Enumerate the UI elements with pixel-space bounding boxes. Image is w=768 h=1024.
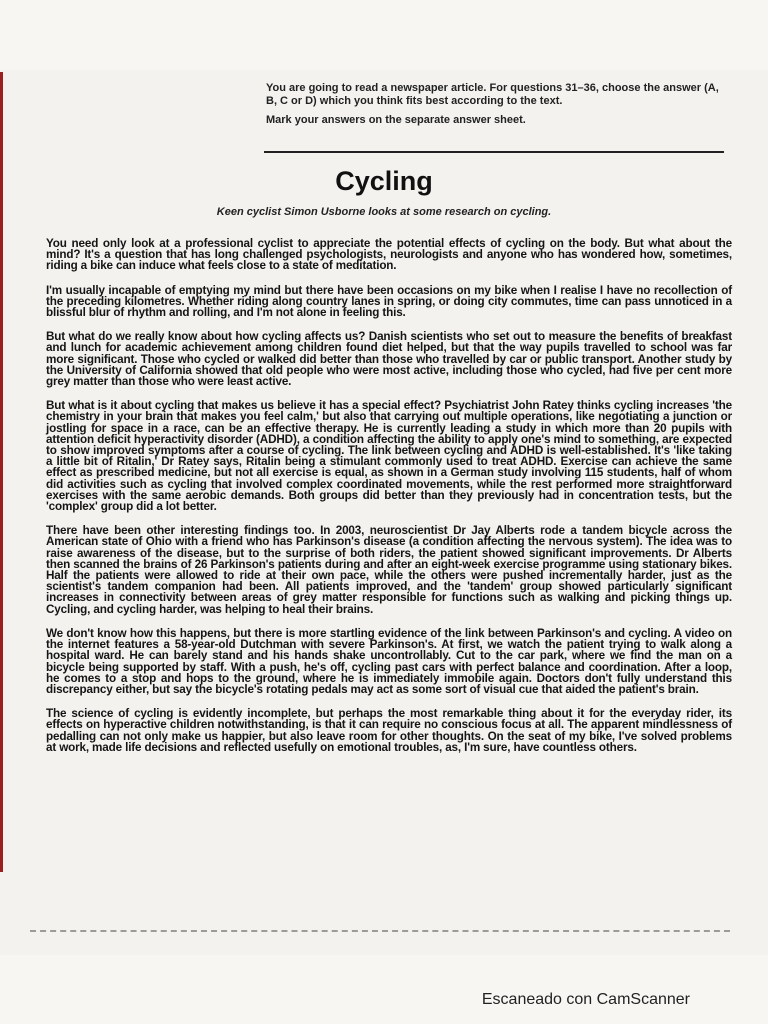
instructions-text: You are going to read a newspaper article. For questions 31–36, choose the answer (A, B, C or D) which you think fits best according to the text. <box>266 82 719 107</box>
scanner-watermark: Escaneado con CamScanner <box>481 991 690 1008</box>
article-paragraph: I'm usually incapable of emptying my mind but there have been occasions on my bike when I realise I have no recollection of the preceding kilometres. Whether riding along country lanes in spring, or doing city commutes, time can pass unnoticed in a blissful blur of rhythm and rolling, and I'm not alone in feeling this. <box>46 283 732 320</box>
article-title: Cycling <box>335 166 433 196</box>
article-paragraph: But what is it about cycling that makes us believe it has a special effect? Psychiatrist John Ratey thinks cycling increases 'the chemistry in your brain that makes you feel calm,' but also that carrying out multiple operations, like negotiating a junction or jostling for space in a race, can be an effective therapy. He is currently leading a study in which more than 20 pupils with attention deficit hyperactivity disorder (ADHD), a condition affecting the ability to apply one's mind to something, are expected to show improved symptoms after a course of cycling. The link between cycling and ADHD is well-established. It's 'like taking a little bit of Ritalin,' Dr Ratey says, Ritalin being a stimulant commonly used to treat ADHD. Exercise can achieve the same effect as prescribed medicine, but not all exercise is equal, as shown in a German study involving 115 students, half of whom did activities such as cycling that involved complex coordinated movements, while the rest performed more straightforward exercises with the same aerobic demands. Both groups did better than they previously had in concentration tests, but the 'complex' group did a lot better. <box>46 399 732 514</box>
article-body <box>46 238 732 766</box>
article-paragraph: You need only look at a professional cyclist to appreciate the potential effects of cycling on the body. But what about the mind? It's a question that has long challenged psychologists, neurologists and anyone who has wondered how, sometimes, riding a bike can induce what feels close to a state of meditation. <box>46 237 732 273</box>
article-subtitle: Keen cyclist Simon Usborne looks at some research on cycling. <box>216 206 552 218</box>
answer-sheet-note: Mark your answers on the separate answer sheet. <box>266 114 526 126</box>
article-paragraph: We don't know how this happens, but there is more startling evidence of the link between Parkinson's and cycling. A video on the internet features a 58-year-old Dutchman with severe Parkinson's. At first, we watch the patient trying to walk along a hospital ward. He can barely stand and his hands shake uncontrollably. Cut to the car park, where we find the man on a bicycle being supported by staff. With a push, he's off, cycling past cars with perfect balance and coordination. After a loop, he comes to a stop and hops to the ground, where he is immediately immobile again. Doctors don't fully understand this discrepancy either, but say the bicycle's rotating pedals may act as some sort of visual cue that aided the patient's brain. <box>46 626 732 696</box>
exam-instructions <box>266 82 726 133</box>
divider-rule <box>264 151 724 153</box>
scan-noise-line <box>30 930 730 934</box>
article-paragraph: There have been other interesting findings too. In 2003, neuroscientist Dr Jay Alberts rode a tandem bicycle across the American state of Ohio with a friend who has Parkinson's disease (a condition affecting the nervous system). The idea was to raise awareness of the disease, but to the surprise of both riders, the patient showed significant improvements. Dr Alberts then scanned the brains of 26 Parkinson's patients during and after an eight-week exercise programme using stationary bikes. Half the patients were allowed to ride at their own pace, while the others were pushed incrementally harder, just as the scientist's tandem companion had been. All patients improved, and the 'tandem' group showed particularly significant increases in connectivity between areas of grey matter responsible for functions such as walking and picking things up. Cycling, and cycling harder, was helping to heal their brains. <box>46 524 732 616</box>
article-paragraph: But what do we really know about how cycling affects us? Danish scientists who set out to measure the benefits of breakfast and lunch for academic achievement among children found diet helped, but that the way pupils travelled to school was far more significant. Those who cycled or walked did better than those who travelled by car or public transport. Another study by the University of California showed that old people who were most active, including those who cycled, had five per cent more grey matter than those who were least active. <box>46 330 732 389</box>
article-paragraph: The science of cycling is evidently incomplete, but perhaps the most remarkable thing about it for the everyday rider, its effects on hyperactive children notwithstanding, is that it can require no conscious focus at all. The apparent mindlessness of pedalling can not only make us happier, but also leave room for other thoughts. On the seat of my bike, I've solved problems at work, made life decisions and reflected usefully on emotional troubles, as, I'm sure, have countless others. <box>46 707 732 754</box>
